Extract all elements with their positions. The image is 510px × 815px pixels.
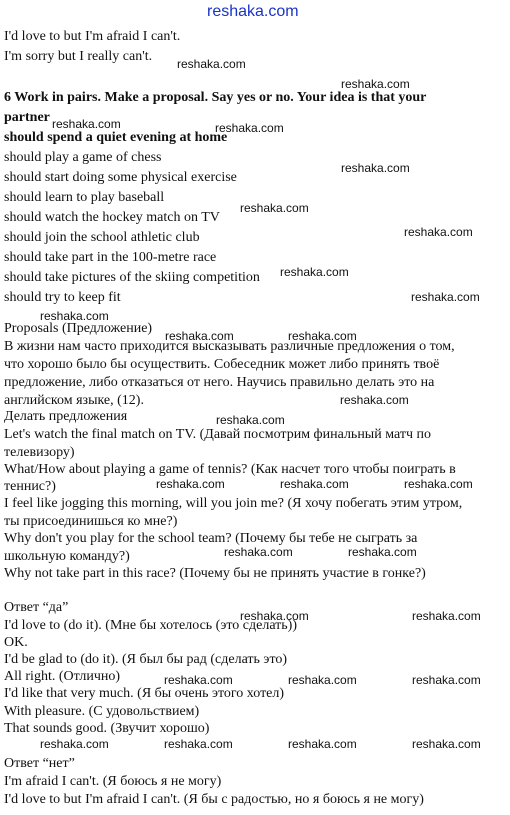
- section-heading: Делать предложения: [4, 409, 128, 424]
- watermark-text: reshaka.com: [40, 737, 109, 751]
- list-item: should take pictures of the skiing competition: [4, 270, 260, 285]
- answer-line: With pleasure. (С удовольствием): [4, 704, 200, 719]
- answer-line: I'd be glad to (do it). (Я был бы рад (сделать это): [4, 652, 288, 667]
- watermark-text: reshaka.com: [280, 265, 349, 279]
- answer-line: I'd love to (do it). (Мне бы хотелось (это сделать)): [4, 618, 297, 633]
- watermark-text: reshaka.com: [280, 477, 349, 491]
- watermark-text: reshaka.com: [216, 413, 285, 427]
- answer-line: All right. (Отлично): [4, 669, 121, 684]
- watermark-text: reshaka.com: [215, 121, 284, 135]
- answer-line: I'd like that very much. (Я бы очень этого хотел): [4, 686, 285, 701]
- example-line: I feel like jogging this morning, will you join me? (Я хочу побегать этим утром,: [4, 496, 463, 511]
- paragraph-line: что хорошо было бы осуществить. Собеседник может либо принять твоё: [4, 357, 440, 372]
- answer-line: I'm afraid I can't. (Я боюсь я не могу): [4, 774, 222, 789]
- watermark-text: reshaka.com: [156, 477, 225, 491]
- watermark-text: reshaka.com: [288, 329, 357, 343]
- list-item: should play a game of chess: [4, 150, 162, 165]
- list-item: should learn to play baseball: [4, 190, 165, 205]
- watermark-text: reshaka.com: [341, 161, 410, 175]
- watermark-text: reshaka.com: [341, 77, 410, 91]
- example-line: Why not take part in this race? (Почему бы не принять участие в гонке?): [4, 566, 426, 581]
- section-heading: Ответ “нет”: [4, 756, 75, 771]
- example-line: Let's watch the final match on TV. (Давай посмотрим финальный матч по: [4, 427, 431, 442]
- watermark-text: reshaka.com: [348, 545, 417, 559]
- exercise-heading-cont: partner: [4, 110, 50, 125]
- answer-line: OK.: [4, 635, 28, 650]
- watermark-text: reshaka.com: [340, 393, 409, 407]
- example-line: Why don't you play for the school team? (Почему бы тебе не сыграть за: [4, 531, 418, 546]
- list-item: should spend a quiet evening at home: [4, 130, 228, 145]
- watermark-text: reshaka.com: [404, 477, 473, 491]
- section-heading: Proposals (Предложение): [4, 321, 153, 336]
- paragraph-line: английском языке, (12).: [4, 393, 144, 408]
- watermark-text: reshaka.com: [404, 225, 473, 239]
- section-heading: Ответ “да”: [4, 600, 69, 615]
- watermark-text: reshaka.com: [52, 117, 121, 131]
- example-line: ты присоединишься ко мне?): [4, 514, 178, 529]
- exercise-heading: 6 Work in pairs. Make a proposal. Say yes or no. Your idea is that your: [4, 90, 427, 105]
- watermark-text: reshaka.com: [40, 309, 109, 323]
- paragraph-line: В жизни нам часто приходится высказывать различные предложения о том,: [4, 339, 455, 354]
- watermark-text: reshaka.com: [288, 737, 357, 751]
- list-item: should try to keep fit: [4, 290, 121, 305]
- text-line: I'd love to but I'm afraid I can't.: [4, 29, 181, 44]
- answer-line: I'd love to but I'm afraid I can't. (Я бы с радостью, но я боюсь я не могу): [4, 792, 424, 807]
- example-line: теннис?): [4, 479, 56, 494]
- watermark-text: reshaka.com: [177, 57, 246, 71]
- paragraph-line: предложение, либо отказаться от него. Научись правильно делать это на: [4, 375, 435, 390]
- list-item: should watch the hockey match on TV: [4, 210, 220, 225]
- example-line: телевизору): [4, 445, 75, 460]
- watermark-text: reshaka.com: [164, 673, 233, 687]
- watermark-text: reshaka.com: [412, 609, 481, 623]
- watermark-text: reshaka.com: [164, 737, 233, 751]
- watermark-text: reshaka.com: [411, 290, 480, 304]
- example-line: What/How about playing a game of tennis? (Как насчет того чтобы поиграть в: [4, 462, 456, 477]
- watermark-text: reshaka.com: [288, 673, 357, 687]
- watermark-text: reshaka.com: [165, 329, 234, 343]
- watermark-text: reshaka.com: [240, 609, 309, 623]
- list-item: should start doing some physical exercise: [4, 170, 237, 185]
- text-line: I'm sorry but I really can't.: [4, 49, 153, 64]
- list-item: should join the school athletic club: [4, 230, 200, 245]
- watermark-text: reshaka.com: [240, 201, 309, 215]
- example-line: школьную команду?): [4, 549, 130, 564]
- site-watermark-header: reshaka.com: [207, 3, 299, 20]
- list-item: should take part in the 100-metre race: [4, 250, 217, 265]
- watermark-text: reshaka.com: [224, 545, 293, 559]
- watermark-text: reshaka.com: [412, 737, 481, 751]
- watermark-text: reshaka.com: [412, 673, 481, 687]
- answer-line: That sounds good. (Звучит хорошо): [4, 721, 210, 736]
